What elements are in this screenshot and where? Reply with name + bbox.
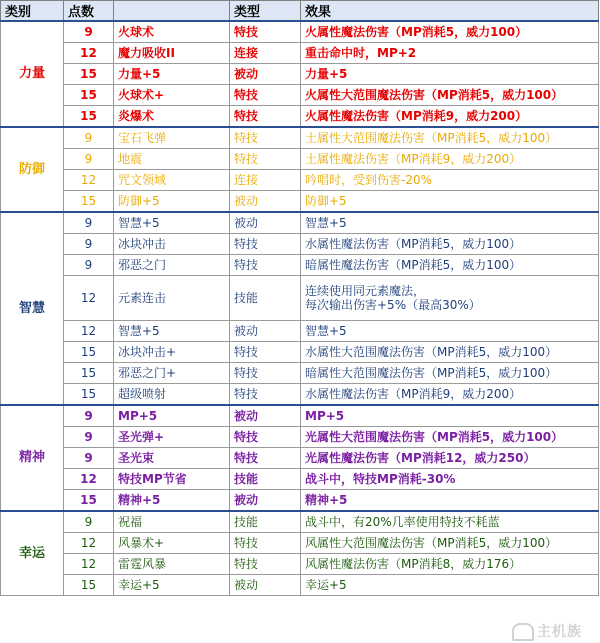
- skill-type-cell: 特技: [230, 342, 301, 363]
- skill-type-cell: 被动: [230, 405, 301, 427]
- table-row: [1, 469, 599, 490]
- skill-name-cell: 智慧+5: [114, 321, 230, 342]
- table-row: [1, 321, 599, 342]
- skill-effect-cell: 水属性魔法伤害（MP消耗5，威力100）: [301, 234, 599, 255]
- skill-type-cell: 特技: [230, 127, 301, 149]
- skill-type-cell: 特技: [230, 427, 301, 448]
- points-cell: 15: [64, 106, 114, 128]
- skill-name-cell: 祝福: [114, 511, 230, 533]
- table-row: [1, 234, 599, 255]
- points-cell: 9: [64, 405, 114, 427]
- table-row: [1, 191, 599, 213]
- skill-name-cell: 力量+5: [114, 64, 230, 85]
- skill-effect-cell: 光属性魔法伤害（MP消耗12，威力250）: [301, 448, 599, 469]
- skill-effect-cell: 战斗中，有20%几率使用特技不耗蓝: [301, 511, 599, 533]
- category-cell-defense: 防御: [1, 127, 64, 212]
- skill-name-cell: 邪恶之门: [114, 255, 230, 276]
- table-row: [1, 255, 599, 276]
- skill-type-cell: 被动: [230, 212, 301, 234]
- skill-effect-cell: 土属性魔法伤害（MP消耗9，威力200）: [301, 149, 599, 170]
- skill-type-cell: 连接: [230, 170, 301, 191]
- skill-effect-cell: 光属性大范围魔法伤害（MP消耗5，威力100）: [301, 427, 599, 448]
- skill-type-cell: 被动: [230, 64, 301, 85]
- skill-name-cell: 风暴术+: [114, 533, 230, 554]
- table-row: [1, 363, 599, 384]
- points-cell: 15: [64, 575, 114, 596]
- table-row: [1, 85, 599, 106]
- table-row: [1, 127, 599, 149]
- table-row: [1, 212, 599, 234]
- skill-effect-cell: 力量+5: [301, 64, 599, 85]
- category-cell-wisdom: 智慧: [1, 212, 64, 405]
- header-effect: 效果: [301, 1, 599, 22]
- points-cell: 12: [64, 469, 114, 490]
- gamepad-icon: [512, 623, 534, 641]
- category-cell-strength: 力量: [1, 21, 64, 127]
- header-row: [1, 1, 599, 22]
- skill-name-cell: 邪恶之门+: [114, 363, 230, 384]
- table-row: [1, 533, 599, 554]
- skill-effect-cell: 吟唱时，受到伤害-20%: [301, 170, 599, 191]
- watermark-text: 主机族: [537, 624, 582, 640]
- skill-name-cell: 超级喷射: [114, 384, 230, 406]
- skill-name-cell: 圣光束: [114, 448, 230, 469]
- skill-type-cell: 特技: [230, 448, 301, 469]
- skill-effect-cell: 暗属性大范围魔法伤害（MP消耗5，威力100）: [301, 363, 599, 384]
- points-cell: 9: [64, 448, 114, 469]
- points-cell: 15: [64, 384, 114, 406]
- skill-type-cell: 特技: [230, 363, 301, 384]
- points-cell: 9: [64, 511, 114, 533]
- points-cell: 12: [64, 170, 114, 191]
- skill-type-cell: 被动: [230, 490, 301, 512]
- points-cell: 12: [64, 321, 114, 342]
- header-name: [114, 1, 230, 22]
- points-cell: 9: [64, 255, 114, 276]
- skill-effect-cell: 重击命中时，MP+2: [301, 43, 599, 64]
- skill-type-cell: 特技: [230, 106, 301, 128]
- skill-name-cell: 元素连击: [114, 276, 230, 321]
- table-row: [1, 575, 599, 596]
- points-cell: 9: [64, 234, 114, 255]
- header-type: 类型: [230, 1, 301, 22]
- points-cell: 12: [64, 554, 114, 575]
- skill-type-cell: 被动: [230, 321, 301, 342]
- skill-effect-cell: 智慧+5: [301, 321, 599, 342]
- points-cell: 12: [64, 533, 114, 554]
- skill-name-cell: 魔力吸收II: [114, 43, 230, 64]
- table-row: [1, 170, 599, 191]
- skill-name-cell: 地震: [114, 149, 230, 170]
- points-cell: 9: [64, 212, 114, 234]
- skill-type-cell: 特技: [230, 149, 301, 170]
- table-row: [1, 427, 599, 448]
- skill-effect-cell: 水属性大范围魔法伤害（MP消耗5，威力100）: [301, 342, 599, 363]
- skill-name-cell: MP+5: [114, 405, 230, 427]
- points-cell: 15: [64, 85, 114, 106]
- skill-type-cell: 被动: [230, 575, 301, 596]
- skill-effect-cell: 精神+5: [301, 490, 599, 512]
- table-row: [1, 276, 599, 321]
- table-row: [1, 448, 599, 469]
- skill-effect-cell: 幸运+5: [301, 575, 599, 596]
- effect-line-1: 连续使用同元素魔法，: [305, 284, 426, 298]
- skill-name-cell: 精神+5: [114, 490, 230, 512]
- skill-type-cell: 特技: [230, 255, 301, 276]
- table-row: [1, 43, 599, 64]
- skill-type-cell: 特技: [230, 234, 301, 255]
- effect-line-2: 每次输出伤害+5%（最高30%）: [305, 298, 481, 312]
- skill-effect-cell: 水属性魔法伤害（MP消耗9，威力200）: [301, 384, 599, 406]
- skill-name-cell: 咒文领域: [114, 170, 230, 191]
- table-row: [1, 511, 599, 533]
- skill-effect-cell: 火属性大范围魔法伤害（MP消耗5，威力100）: [301, 85, 599, 106]
- skill-name-cell: 冰块冲击: [114, 234, 230, 255]
- points-cell: 12: [64, 276, 114, 321]
- skill-name-cell: 圣光弹+: [114, 427, 230, 448]
- skill-effect-cell: [301, 276, 599, 321]
- skill-type-cell: 技能: [230, 511, 301, 533]
- skill-effect-cell: 防御+5: [301, 191, 599, 213]
- category-cell-luck: 幸运: [1, 511, 64, 596]
- skill-effect-cell: 火属性魔法伤害（MP消耗5，威力100）: [301, 21, 599, 43]
- header-category: 类别: [1, 1, 64, 22]
- skill-effect-cell: MP+5: [301, 405, 599, 427]
- skill-name-cell: 特技MP节省: [114, 469, 230, 490]
- table-row: [1, 21, 599, 43]
- skill-table-body: [1, 21, 599, 596]
- table-row: [1, 554, 599, 575]
- skill-type-cell: 特技: [230, 384, 301, 406]
- skill-type-cell: 特技: [230, 21, 301, 43]
- skill-effect-cell: 战斗中，特技MP消耗-30%: [301, 469, 599, 490]
- skill-type-cell: 特技: [230, 533, 301, 554]
- skill-type-cell: 技能: [230, 276, 301, 321]
- points-cell: 15: [64, 363, 114, 384]
- skill-effect-cell: 暗属性魔法伤害（MP消耗5，威力100）: [301, 255, 599, 276]
- points-cell: 9: [64, 127, 114, 149]
- skill-effect-cell: 火属性魔法伤害（MP消耗9，威力200）: [301, 106, 599, 128]
- points-cell: 9: [64, 21, 114, 43]
- skill-effect-cell: 智慧+5: [301, 212, 599, 234]
- points-cell: 15: [64, 342, 114, 363]
- skill-type-cell: 技能: [230, 469, 301, 490]
- table-row: [1, 490, 599, 512]
- points-cell: 9: [64, 149, 114, 170]
- table-row: [1, 342, 599, 363]
- skill-name-cell: 幸运+5: [114, 575, 230, 596]
- points-cell: 12: [64, 43, 114, 64]
- watermark-logo: [512, 621, 582, 641]
- skill-name-cell: 火球术: [114, 21, 230, 43]
- table-row: [1, 405, 599, 427]
- skill-type-cell: 特技: [230, 554, 301, 575]
- table-row: [1, 64, 599, 85]
- points-cell: 9: [64, 427, 114, 448]
- points-cell: 15: [64, 191, 114, 213]
- skill-name-cell: 宝石飞弹: [114, 127, 230, 149]
- skill-name-cell: 火球术+: [114, 85, 230, 106]
- skill-type-cell: 特技: [230, 85, 301, 106]
- table-row: [1, 384, 599, 406]
- skill-type-cell: 被动: [230, 191, 301, 213]
- category-cell-spirit: 精神: [1, 405, 64, 511]
- skill-name-cell: 智慧+5: [114, 212, 230, 234]
- skill-name-cell: 炎爆术: [114, 106, 230, 128]
- skill-name-cell: 雷霆风暴: [114, 554, 230, 575]
- table-row: [1, 149, 599, 170]
- points-cell: 15: [64, 490, 114, 512]
- skill-name-cell: 防御+5: [114, 191, 230, 213]
- table-row: [1, 106, 599, 128]
- skill-effect-cell: 风属性大范围魔法伤害（MP消耗5，威力100）: [301, 533, 599, 554]
- skill-name-cell: 冰块冲击+: [114, 342, 230, 363]
- points-cell: 15: [64, 64, 114, 85]
- header-points: 点数: [64, 1, 114, 22]
- skill-effect-cell: 风属性魔法伤害（MP消耗8，威力176）: [301, 554, 599, 575]
- skill-type-cell: 连接: [230, 43, 301, 64]
- skill-effect-cell: 土属性大范围魔法伤害（MP消耗5，威力100）: [301, 127, 599, 149]
